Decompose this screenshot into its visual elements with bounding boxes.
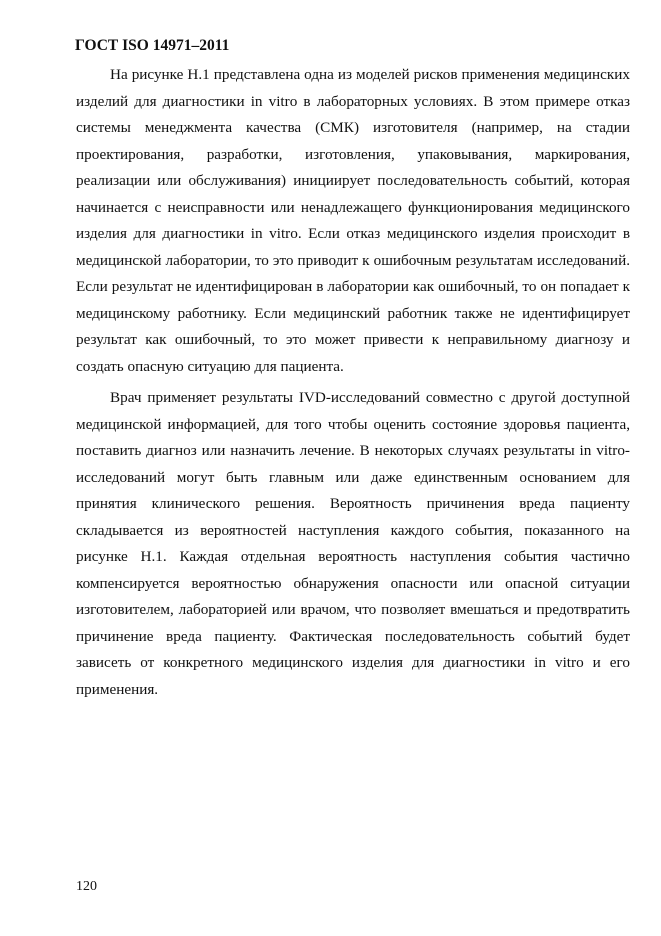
document-header-title: ГОСТ ISO 14971–2011 — [75, 37, 230, 54]
paragraph-1: На рисунке Н.1 представлена одна из моделей рисков применения медицинских изделий для диагностики in vitro в лабораторных условиях. В этом примере отказ системы менеджмента качества (СМК) изготовителя (например, на стадии проектирования, разработки, изготовления, упаковывания, маркирования, реализации или обслуживания) инициирует последовательность событий, которая начинается с неисправности или ненадлежащего функционирования медицинского изделия для диагностики in vitro. Если отказ медицинского изделия происходит в медицинской лаборатории, то это приводит к ошибочным результатам исследований. Если результат не идентифицирован в лаборатории как ошибочный, то он попадает к медицинскому работнику. Если медицинский работник также не идентифицирует результат как ошибочный, то это может привести к неправильному диагнозу и создать опасную ситуацию для пациента. — [76, 66, 630, 375]
paragraph-2: Врач применяет результаты IVD-исследований совместно с другой доступной медицинской информацией, для того чтобы оценить состояние здоровья пациента, поставить диагноз или назначить лечение. В некоторых случаях результаты in vitro-исследований могут быть главным или даже единственным основанием для принятия клинического решения. Вероятность причинения вреда пациенту складывается из вероятностей наступления каждого события, показанного на рисунке Н.1. Каждая отдельная вероятность наступления события частично компенсируется вероятностью обнаружения опасности или опасной ситуации изготовителем, лабораторией или врачом, что позволяет вмешаться и предотвратить причинение вреда пациенту. Фактическая последовательность событий будет зависеть от конкретного медицинского изделия для диагностики in vitro и его применения. — [76, 389, 630, 698]
document-body — [76, 62, 630, 708]
page-number: 120 — [76, 879, 97, 894]
